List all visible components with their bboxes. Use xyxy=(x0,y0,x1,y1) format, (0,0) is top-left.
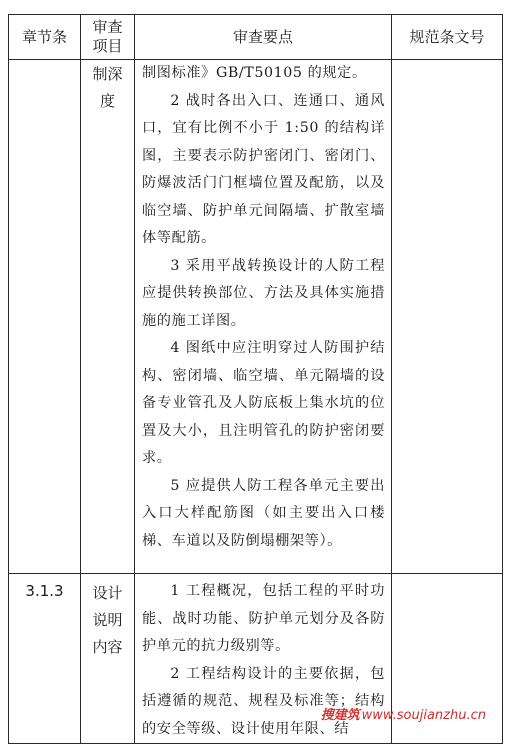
row1-point: 4 图纸中应注明穿过人防围护结构、密闭墙、临空墙、单元隔墙的设备专业管孔及人防底板上集水坑的位置及大小，且注明管孔的防护密闭要求。 xyxy=(142,340,385,466)
header-review-item xyxy=(81,15,135,60)
row2-item xyxy=(81,574,135,744)
row1-item-line: 制深 xyxy=(92,65,123,83)
review-table xyxy=(8,14,503,744)
header-review-points: 审查要点 xyxy=(135,15,392,60)
table-row xyxy=(9,60,503,574)
table-header-row xyxy=(9,15,503,60)
row2-code: 3.1.3 xyxy=(9,574,81,744)
row1-point: 制图标准》GB/T50105 的规定。 xyxy=(142,65,367,81)
row1-item xyxy=(81,60,135,574)
watermark-brand: 搜建筑 xyxy=(320,708,360,723)
header-chapter: 章节条 xyxy=(9,15,81,60)
row2-point: 2 工程结构设计的主要依据，包括遵循的规范、规程及标准等；结构的安全等级、设计使用年限、结 xyxy=(142,665,385,737)
watermark-url: www.soujianzhu.cn xyxy=(361,708,486,723)
row2-point: 1 工程概况，包括工程的平时功能、战时功能、防护单元划分及各防护单元的抗力级别等。 xyxy=(142,583,385,654)
header-review-item-line2: 项目 xyxy=(92,37,123,55)
header-spec-ref: 规范条文号 xyxy=(392,15,503,60)
row1-point: 5 应提供人防工程各单元主要出入口大样配筋图（如主要出入口楼梯、车道以及防倒塌棚架等）。 xyxy=(142,477,385,549)
row1-code xyxy=(9,60,81,574)
row2-item-line: 设计 xyxy=(92,584,123,602)
row1-point: 2 战时各出入口、连通口、通风口，宜有比例不小于 1:50 的结构详图，主要表示防护密闭门、密闭门、防爆波活门门框墙位置及配筋，以及临空墙、防护单元间隔墙、扩散室墙体等配筋。 xyxy=(142,92,385,246)
row1-points xyxy=(135,60,392,574)
row1-ref xyxy=(392,60,503,574)
row2-item-line: 内容 xyxy=(92,638,123,656)
row1-point: 3 采用平战转换设计的人防工程应提供转换部位、方法及具体实施措施的施工详图。 xyxy=(142,257,385,329)
watermark xyxy=(321,704,486,723)
header-review-item-line1: 审查 xyxy=(92,18,123,36)
row1-item-line: 度 xyxy=(99,92,115,110)
row2-item-line: 说明 xyxy=(92,611,123,629)
